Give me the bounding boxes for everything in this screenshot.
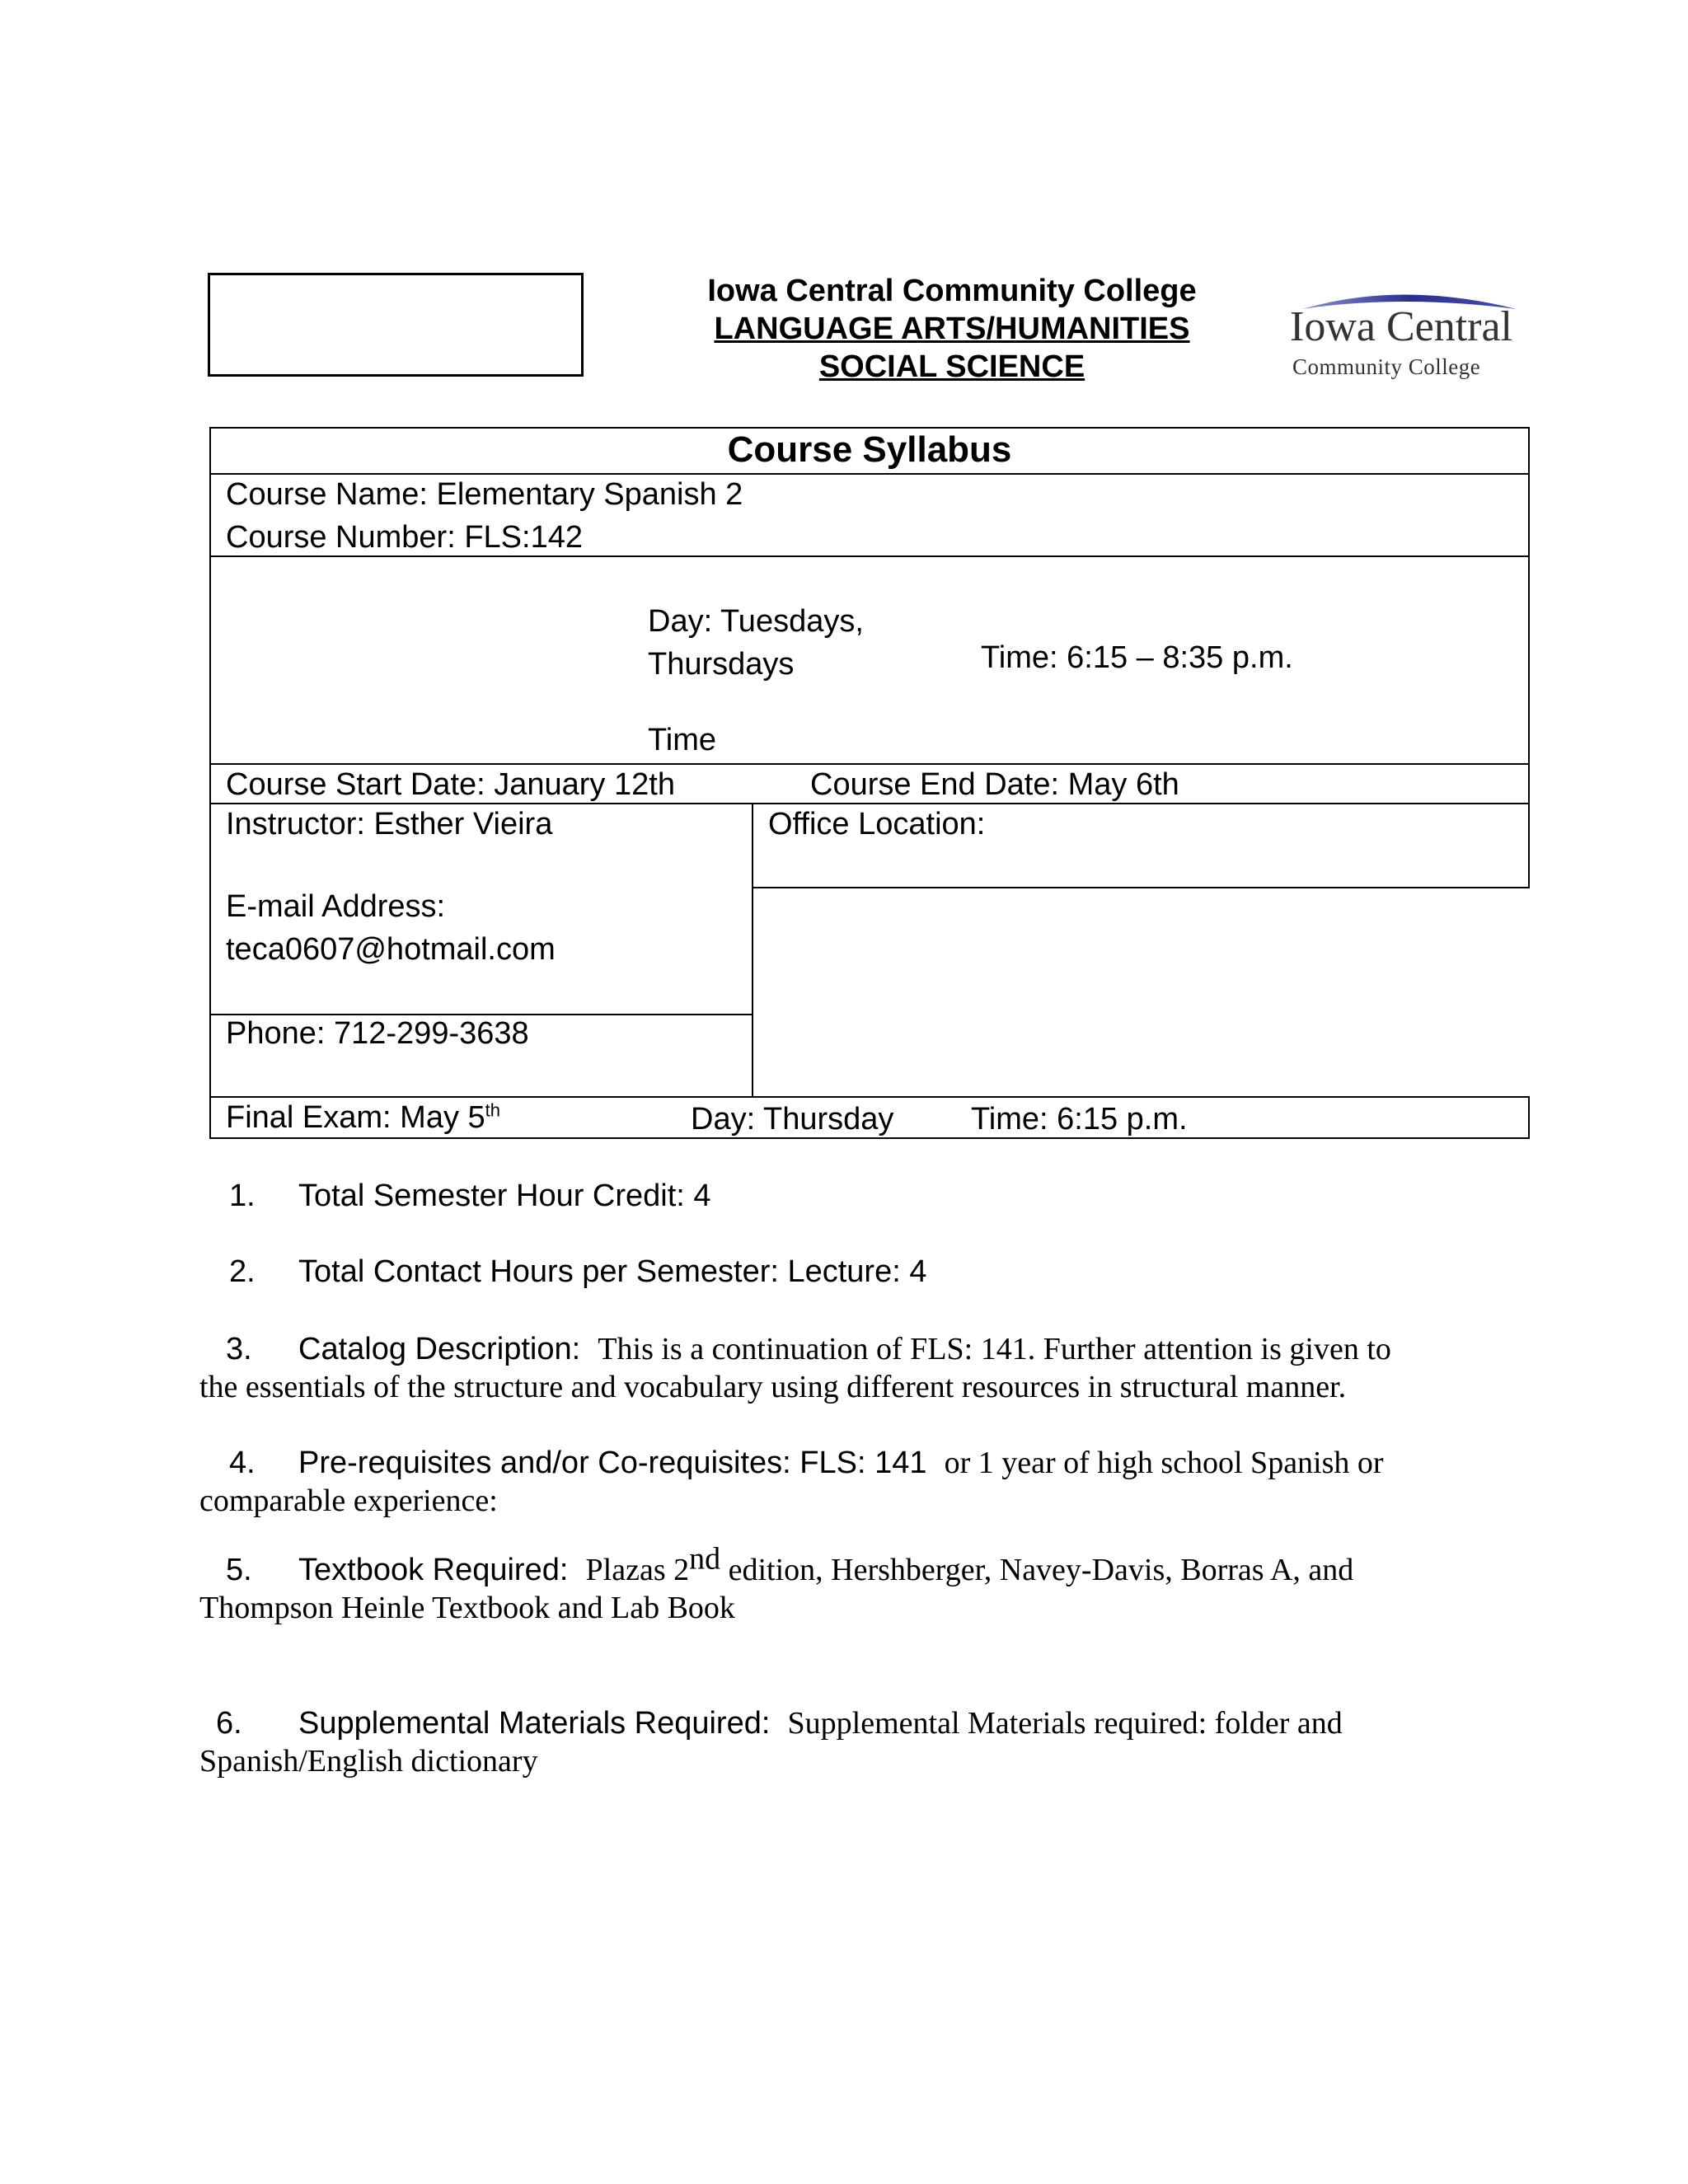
instructor: Instructor: Esther Vieira xyxy=(226,807,553,841)
item-6-label: Supplemental Materials Required: xyxy=(298,1706,771,1741)
item-3-text-a: This is a continuation of FLS: 141. Further attention is given to xyxy=(598,1332,1391,1366)
item-1-text: Total Semester Hour Credit: 4 xyxy=(298,1179,711,1213)
item-5-number: 5. xyxy=(226,1553,252,1587)
department-line-2: SOCIAL SCIENCE xyxy=(818,349,1085,384)
item-4-text-a: or 1 year of high school Spanish or xyxy=(944,1446,1384,1480)
item-6-number: 6. xyxy=(216,1706,242,1741)
email-label: E-mail Address: xyxy=(226,889,446,924)
item-5-line-1 xyxy=(298,1541,1354,1589)
item-4-number: 4. xyxy=(229,1446,256,1480)
item-3-label: Catalog Description: xyxy=(298,1332,581,1366)
department-line-1: LANGUAGE ARTS/HUMANITIES xyxy=(714,312,1190,346)
item-4-line-2: comparable experience: xyxy=(199,1483,498,1518)
course-number: Course Number: FLS:142 xyxy=(226,520,583,555)
item-2-text: Total Contact Hours per Semester: Lecture: 4 xyxy=(298,1254,927,1289)
final-exam-time: Time: 6:15 p.m. xyxy=(971,1102,1188,1137)
course-name: Course Name: Elementary Spanish 2 xyxy=(226,477,743,512)
final-exam-day: Day: Thursday xyxy=(691,1102,894,1137)
college-name: Iowa Central Community College xyxy=(707,274,1197,308)
phone: Phone: 712-299-3638 xyxy=(226,1016,529,1051)
time-label: Time xyxy=(648,723,717,757)
class-time: Time: 6:15 – 8:35 p.m. xyxy=(981,640,1293,675)
item-1-number: 1. xyxy=(229,1179,256,1213)
item-3-line-1 xyxy=(298,1330,1391,1368)
college-logo xyxy=(1286,284,1525,379)
item-3-number: 3. xyxy=(226,1332,252,1366)
item-4-label: Pre-requisites and/or Co-requisites: FLS: 141 xyxy=(298,1446,927,1480)
item-6-line-2: Spanish/English dictionary xyxy=(199,1744,538,1779)
item-5-sup: nd xyxy=(689,1541,721,1577)
item-5-label: Textbook Required: xyxy=(298,1553,569,1587)
syllabus-title: Course Syllabus xyxy=(727,429,1012,470)
course-start-date: Course Start Date: January 12th xyxy=(226,767,675,802)
course-end-date: Course End Date: May 6th xyxy=(810,767,1179,802)
final-exam-text: Final Exam: May 5 xyxy=(226,1100,485,1135)
item-2-number: 2. xyxy=(229,1254,256,1289)
final-exam-sup: th xyxy=(485,1099,501,1121)
email-address[interactable]: teca0607@hotmail.com xyxy=(226,932,556,967)
item-5-line-2: Thompson Heinle Textbook and Lab Book xyxy=(199,1591,735,1625)
office-location: Office Location: xyxy=(768,807,986,841)
class-day-line-1: Day: Tuesdays, xyxy=(648,604,864,639)
college-header xyxy=(643,272,1261,386)
item-6-text-a: Supplemental Materials required: folder and xyxy=(787,1706,1343,1741)
blank-box xyxy=(208,273,584,377)
final-exam-date xyxy=(226,1096,500,1139)
item-4-line-1 xyxy=(298,1444,1384,1482)
item-5-text-a2: edition, Hershberger, Navey-Davis, Borras A, and xyxy=(720,1553,1354,1587)
item-6-line-1 xyxy=(298,1704,1343,1742)
item-5-text-a1: Plazas 2 xyxy=(585,1553,690,1587)
class-day-line-2: Thursdays xyxy=(648,647,795,682)
logo-wordmark: Iowa Central xyxy=(1290,303,1513,350)
item-3-line-2: the essentials of the structure and vocabulary using different resources in structural manner. xyxy=(199,1370,1347,1404)
logo-subtitle: Community College xyxy=(1292,354,1481,379)
